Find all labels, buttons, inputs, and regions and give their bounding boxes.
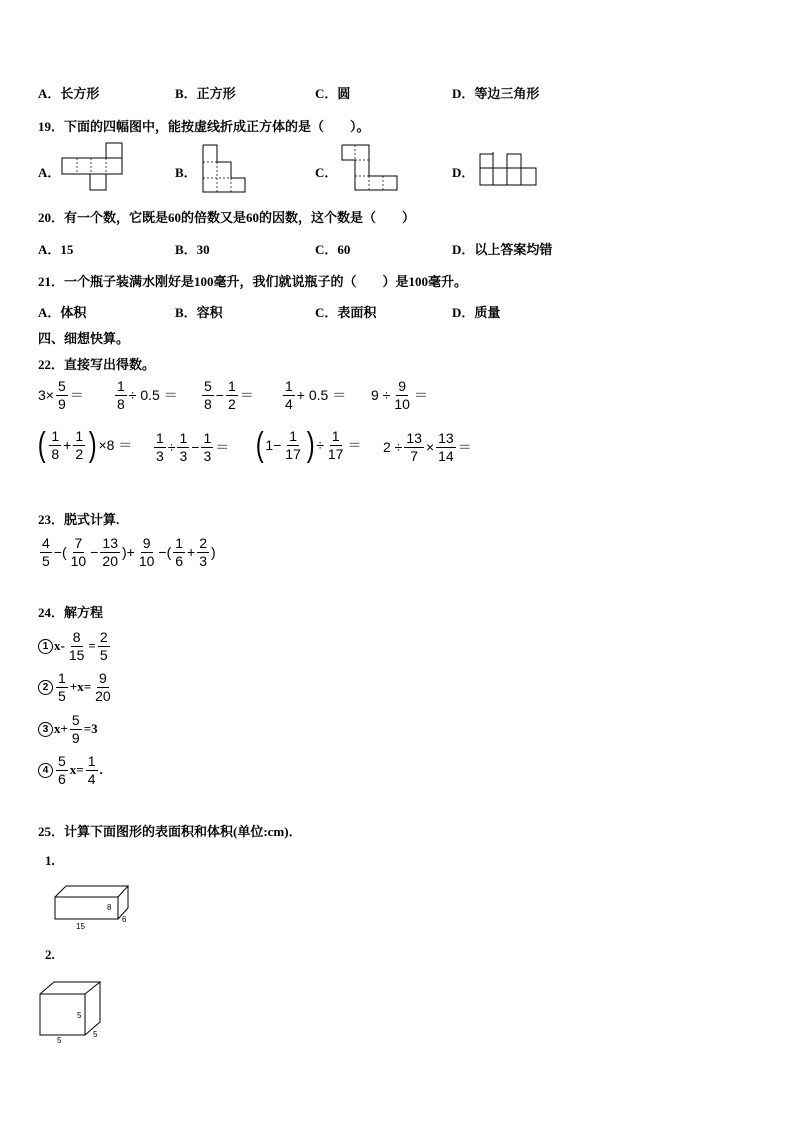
cuboid-height-label: 8	[107, 903, 112, 912]
cube-figure	[36, 980, 106, 1046]
cube-net-a	[60, 141, 126, 193]
q20-option-d: D．以上答案均错	[452, 242, 553, 257]
cube-height-label: 5	[77, 1011, 82, 1020]
q19-label-b: B．	[175, 165, 197, 180]
cube-net-d	[478, 150, 540, 190]
q23-expression: $\frac{4}{5}$ −( $\frac{7}{10}$ − $\frac{13}{20}$ )+ $\frac{9}{10}$ −( $\frac{1}{6}$ + $\frac{2}{3}$ )	[42, 535, 216, 569]
q19-question: 19．下面的四幅图中，能按虚线折成正方体的是（ ）。	[38, 119, 370, 134]
q18-option-c: C．圆	[315, 86, 351, 101]
q22-expr-9: 2 ÷ $\frac{13}{7}$ × $\frac{13}{14}$ ＝	[383, 430, 472, 464]
q23-question: 23．脱式计算.	[38, 512, 120, 527]
q25-figure-2-label: 2.	[45, 947, 55, 962]
q22-expr-7: $\frac{1}{3}$ ÷ $\frac{1}{3}$ − $\frac{1}{3}$ ＝	[156, 430, 230, 464]
q22-expr-1: 3× $\frac{5}{9}$ ＝	[38, 378, 84, 412]
cube-length-label: 5	[57, 1036, 62, 1045]
q24-equation-1: 1 x- $\frac{8}{15}$ = $\frac{2}{5}$	[38, 630, 112, 662]
q19-label-c: C．	[315, 165, 338, 180]
q22-question: 22．直接写出得数。	[38, 357, 156, 372]
q22-expr-2: $\frac{1}{8}$ ÷ 0.5 ＝	[117, 378, 178, 412]
q21-option-d: D．质量	[452, 305, 501, 320]
q24-question: 24．解方程	[38, 605, 104, 620]
q22-expr-5: 9 ÷ $\frac{9}{10}$ ＝	[371, 378, 428, 412]
section-4-title: 四、细想快算。	[38, 331, 130, 346]
q25-figure-1-label: 1.	[45, 853, 55, 868]
q20-option-c: C．60	[315, 242, 351, 257]
q22-expr-4: $\frac{1}{4}$ + 0.5 ＝	[285, 378, 347, 412]
q22-expr-3: $\frac{5}{8}$ − $\frac{1}{2}$ ＝	[204, 378, 254, 412]
q24-equation-4: 4 $\frac{5}{6}$ x= $\frac{1}{4}$ .	[38, 754, 103, 786]
q22-expr-6: ( $\frac{1}{8}$ + $\frac{1}{2}$ ) ×8 ＝	[37, 426, 133, 464]
q18-option-d: D．等边三角形	[452, 86, 540, 101]
cube-net-b	[200, 143, 248, 195]
q19-label-d: D．	[452, 165, 475, 180]
q18-option-b: B．正方形	[175, 86, 236, 101]
q21-option-a: A．体积	[38, 305, 87, 320]
cuboid-figure	[52, 884, 134, 934]
q19-label-a: A．	[38, 165, 61, 180]
q20-option-b: B．30	[175, 242, 210, 257]
cuboid-width-label: 6	[122, 915, 127, 924]
q22-expr-8: ( 1− $\frac{1}{17}$ ) ÷ $\frac{1}{17}$ ＝	[255, 426, 362, 464]
q20-question: 20．有一个数，它既是60的倍数又是60的因数，这个数是（ ）	[38, 210, 416, 225]
q21-question: 21．一个瓶子装满水刚好是100毫升，我们就说瓶子的（ ）是100毫升。	[38, 274, 468, 289]
q18-option-a: A．长方形	[38, 86, 100, 101]
q20-option-a: A．15	[38, 242, 74, 257]
cuboid-length-label: 15	[76, 922, 85, 931]
q24-equation-3: 3 x+ $\frac{5}{9}$ =3	[38, 713, 98, 745]
q21-option-c: C．表面积	[315, 305, 377, 320]
cube-width-label: 5	[93, 1030, 98, 1039]
q21-option-b: B．容积	[175, 305, 223, 320]
cube-net-c	[340, 143, 400, 195]
q24-equation-2: 2 $\frac{1}{5}$ +x= $\frac{9}{20}$	[38, 671, 115, 703]
q25-question: 25．计算下面图形的表面积和体积(单位:cm)．	[38, 824, 302, 839]
